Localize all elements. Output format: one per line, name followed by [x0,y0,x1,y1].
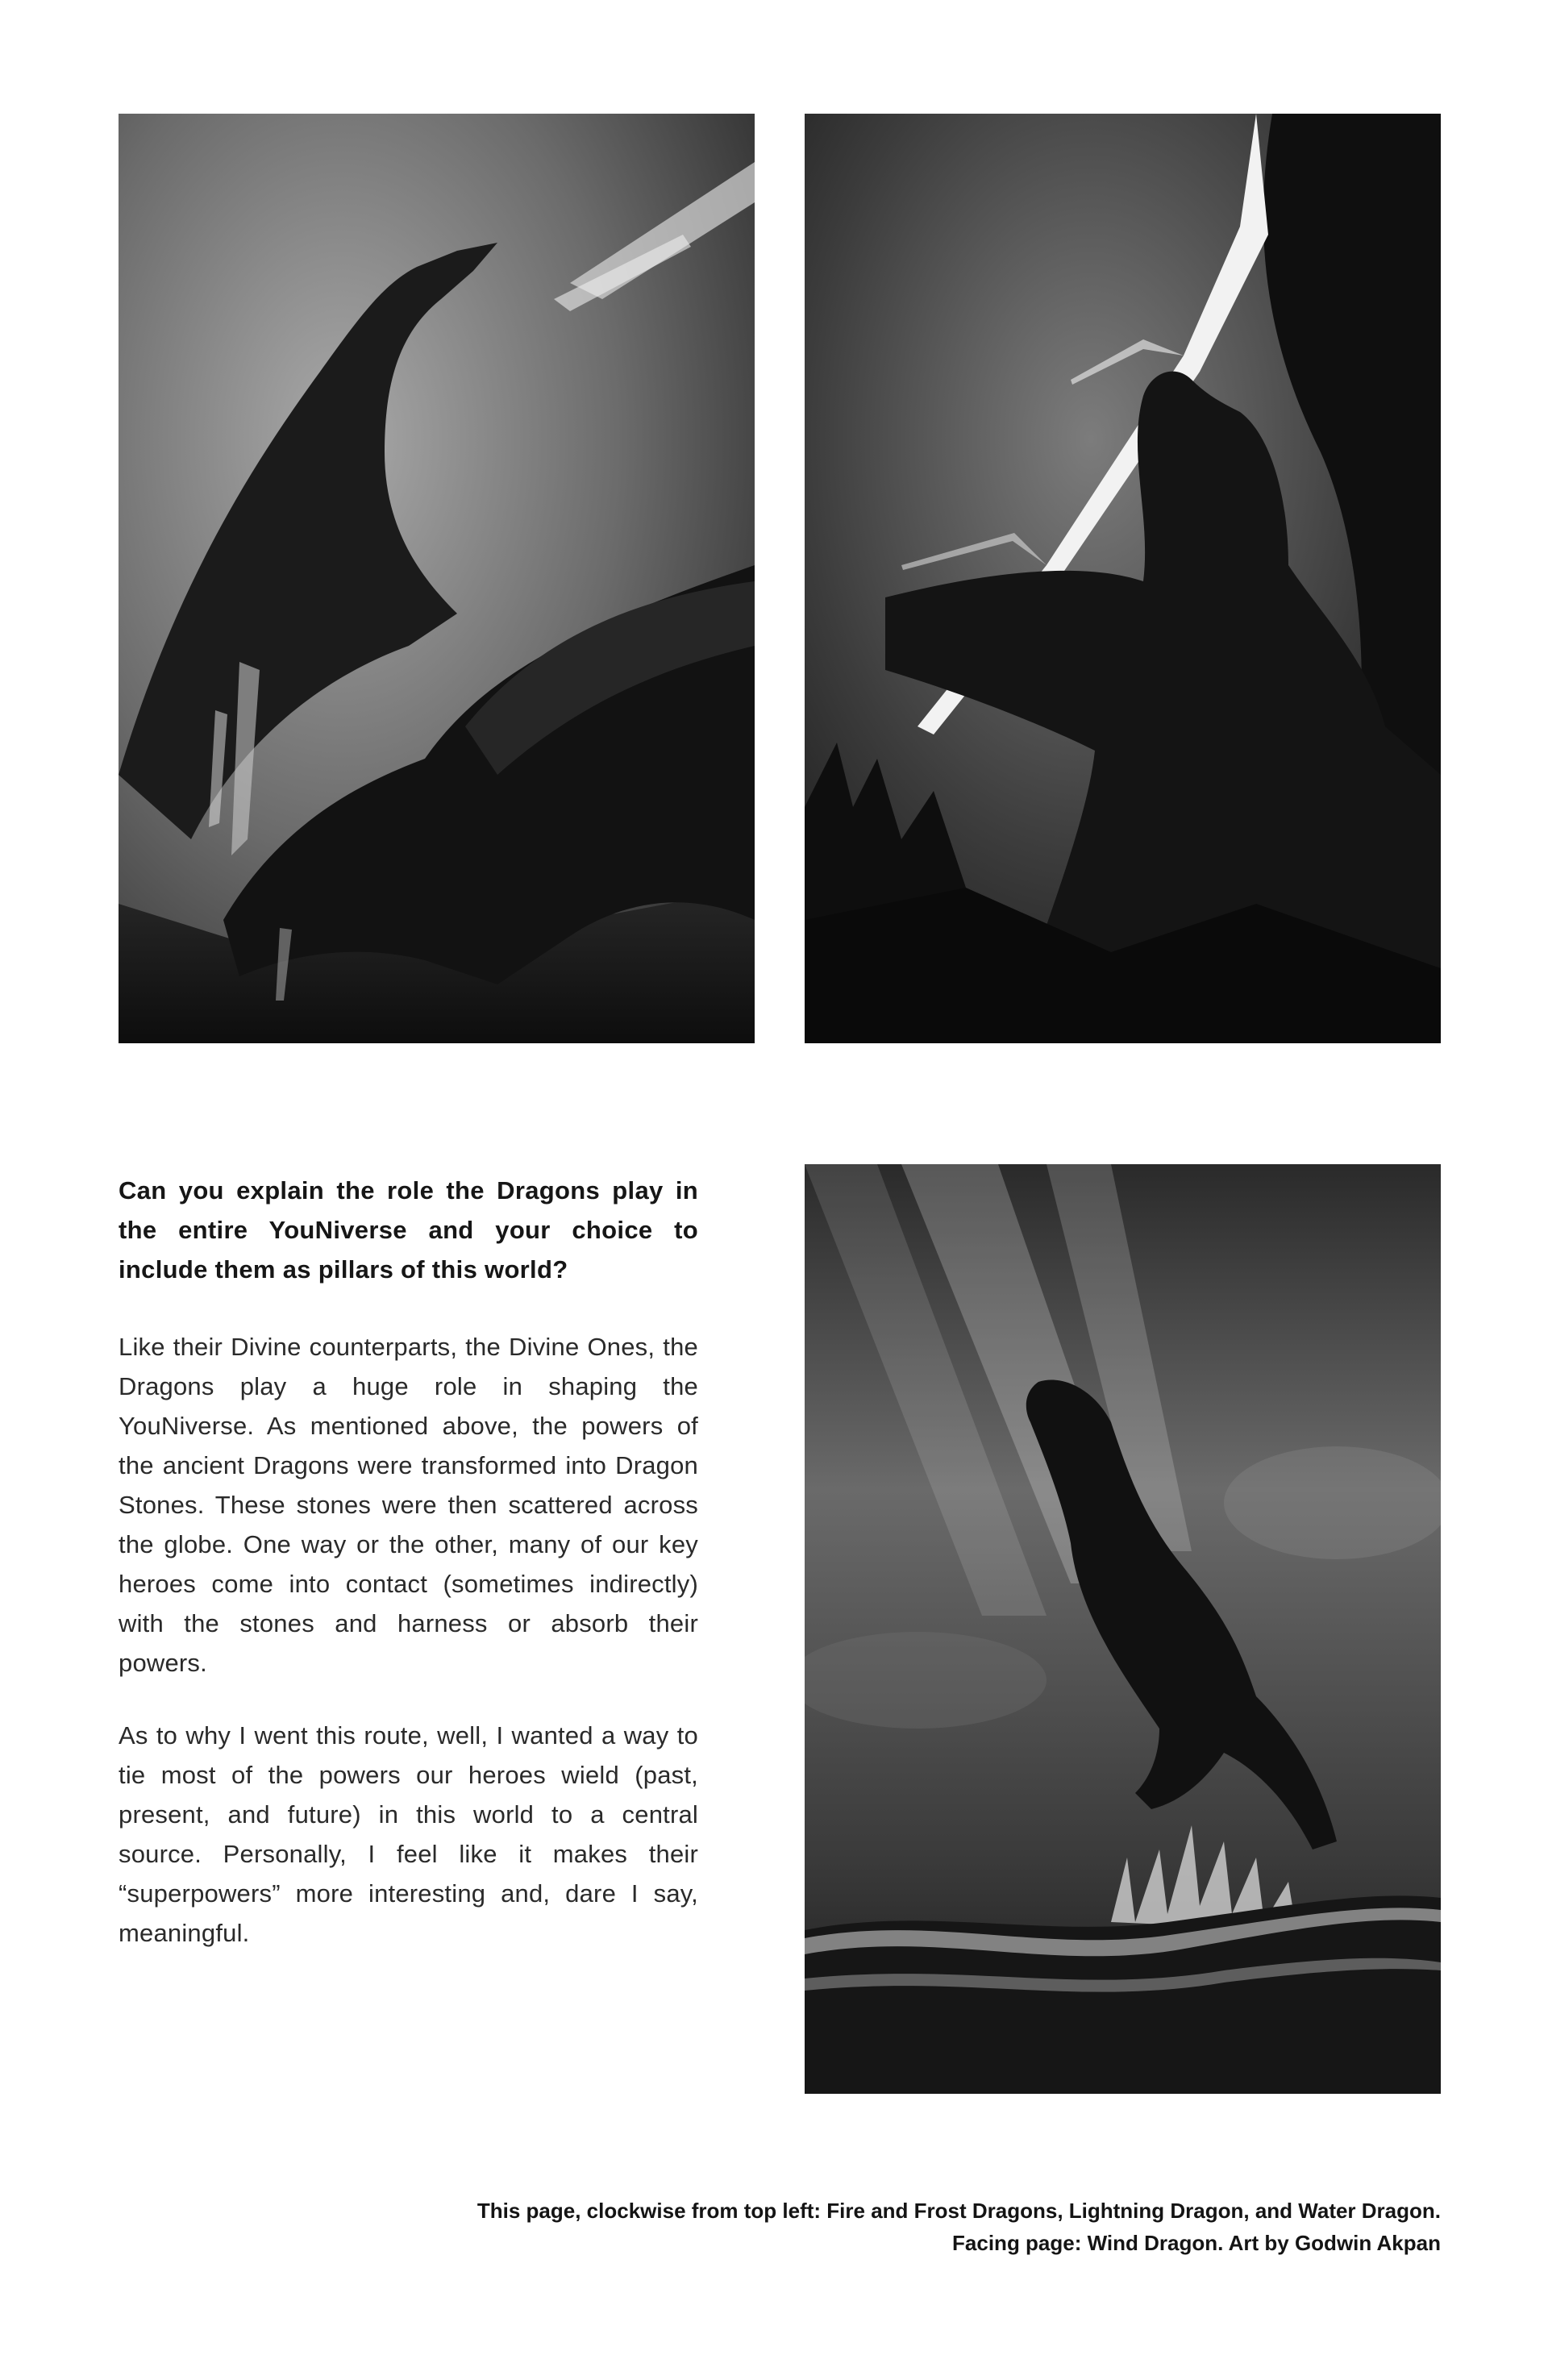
answer-paragraph-2: As to why I went this route, well, I wanted a way to tie most of the powers our heroes wield (past, present, and future) in this world to a central source. Personally, I feel like it makes their “superpowers” more interesting and, dare I say, meaningful. [119,1721,698,1947]
fire-frost-dragons-artwork [119,114,755,1043]
art-caption-line-2: Facing page: Wind Dragon. Art by Godwin Akpan [952,2231,1441,2255]
lightning-dragon-artwork [805,114,1441,1043]
answer-paragraph-1: Like their Divine counterparts, the Divine Ones, the Dragons play a huge role in shaping the YouNiverse. As mentioned above, the powers of the ancient Dragons were transformed into Dragon Stones. These stones were then scattered across the globe. One way or the other, many of our key heroes come into contact (sometimes indirectly) with the stones and harness or absorb their powers. [119,1333,698,1677]
interview-question: Can you explain the role the Dragons play in the entire YouNiverse and your choice to include them as pillars of this world? [119,1176,698,1284]
water-dragon-artwork [805,1164,1441,2094]
art-caption-line-1: This page, clockwise from top left: Fire and Frost Dragons, Lightning Dragon, and Water Dragon. [476,2199,1441,2223]
